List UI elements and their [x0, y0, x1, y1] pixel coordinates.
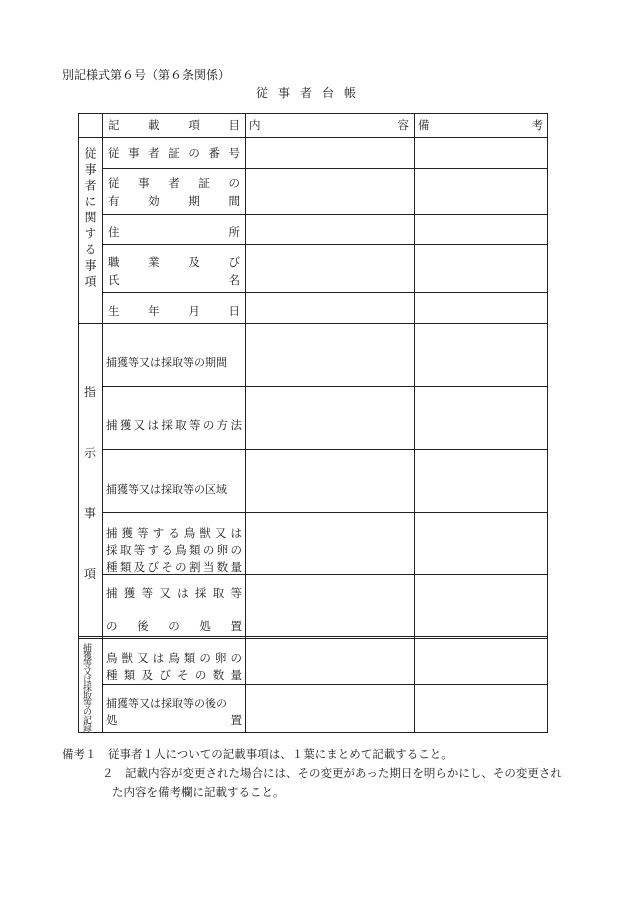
- header-remarks: 備考: [418, 118, 543, 132]
- section-label-worker: 従事者に関する事項: [83, 147, 97, 291]
- item-disposal-line2: の後の処置: [106, 619, 242, 633]
- item-occupation-line2: 氏名: [108, 273, 240, 287]
- header-item: 記載項目: [108, 118, 240, 132]
- form-title: 従事者台帳: [256, 86, 367, 100]
- item-occupation-line1: 職業及び: [108, 255, 240, 269]
- item-record-disposal-line1: 捕獲等又は採取等の後の: [106, 697, 227, 710]
- item-record-species-line2: 種類及びその数量: [106, 668, 242, 682]
- section-label-instruction-2: 示: [84, 446, 97, 460]
- header-content: 内容: [249, 118, 409, 132]
- section-label-record: 捕獲等又は採取等の記録: [81, 643, 91, 731]
- form-caption: 別記様式第６号（第６条関係）: [62, 68, 231, 82]
- item-area: 捕獲等又は採取等の区域: [106, 483, 227, 496]
- section-label-instruction-4: 項: [84, 567, 97, 581]
- section-label-instruction-3: 事: [84, 506, 97, 520]
- item-address: 住所: [108, 225, 240, 239]
- remarks-notes: [62, 745, 582, 802]
- item-period: 捕獲等又は採取等の期間: [106, 356, 227, 369]
- item-birthdate: 生年月日: [108, 304, 240, 318]
- section-label-instruction-1: 指: [84, 385, 97, 399]
- item-disposal-line1: 捕獲等又は採取等: [106, 586, 242, 600]
- item-record-species-line1: 鳥獣又は鳥類の卵の: [106, 651, 242, 665]
- item-species-line3: 種類及びその割当数量: [106, 560, 242, 574]
- item-validity-line1: 従事者証の: [108, 176, 240, 190]
- item-species-line1: 捕獲等する鳥獣又は: [106, 526, 242, 540]
- note-2-continued: た内容を備考欄に記載すること。: [112, 785, 285, 799]
- item-method: 捕獲又は採取等の方法: [106, 418, 242, 432]
- item-validity-line2: 有効期間: [108, 194, 240, 208]
- ledger-table: [78, 113, 548, 733]
- item-certificate-number: 従事者証の番号: [108, 146, 240, 160]
- item-species-line2: 採取等する鳥類の卵の: [106, 543, 242, 557]
- item-record-disposal-line2: 処置: [106, 713, 242, 727]
- note-1: 備考１ 従事者１人についての記載事項は、１葉にまとめて記載すること。: [62, 747, 453, 761]
- note-2: ２ 記載内容が変更された場合には、その変更があった期日を明らかにし、その変更され: [102, 766, 562, 780]
